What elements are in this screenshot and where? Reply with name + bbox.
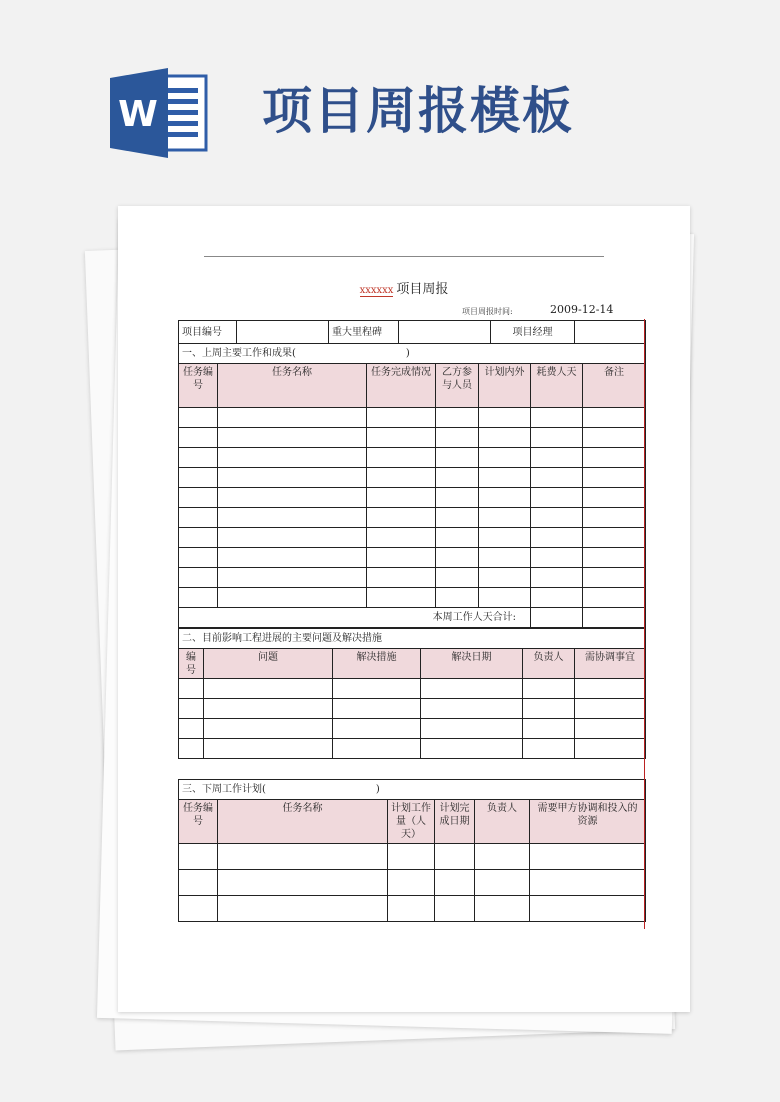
table-row[interactable] [179, 699, 646, 719]
col-coordination: 需协调事宜 [575, 649, 646, 679]
document-page [118, 206, 690, 1012]
col-planned-workload: 计划工作量（人天） [388, 800, 435, 844]
page-margin-line [644, 319, 645, 929]
table-row[interactable] [179, 548, 646, 568]
col-task-name: 任务名称 [218, 364, 367, 408]
col-solution: 解决措施 [333, 649, 421, 679]
col-owner: 负责人 [523, 649, 575, 679]
date-label: 项目周报时间: [462, 307, 513, 316]
section2-heading: 二、目前影响工程进展的主要问题及解决措施 [179, 629, 646, 649]
word-icon [110, 68, 210, 158]
table-row[interactable] [179, 448, 646, 468]
milestone-label: 重大里程碑 [329, 321, 399, 344]
header-rule [204, 256, 604, 257]
project-no-label: 项目编号 [179, 321, 237, 344]
section2-table [178, 628, 646, 759]
col-task-status: 任务完成情况 [367, 364, 436, 408]
total-man-days-label: 本周工作人天合计: [179, 608, 531, 628]
manager-value[interactable] [575, 321, 646, 344]
table-row[interactable] [179, 719, 646, 739]
col-resources: 需要甲方协调和投入的资源 [530, 800, 646, 844]
col-next-task-name: 任务名称 [218, 800, 388, 844]
col-man-days: 耗费人天 [531, 364, 583, 408]
date-value: 2009-12-14 [550, 303, 614, 316]
table-row[interactable] [179, 508, 646, 528]
milestone-value[interactable] [399, 321, 491, 344]
col-resolve-date: 解决日期 [421, 649, 523, 679]
title-placeholder: xxxxxx [359, 285, 394, 296]
total-man-days-value[interactable] [531, 608, 583, 628]
col-planned: 计划内外 [479, 364, 531, 408]
table-row[interactable] [179, 739, 646, 759]
manager-label: 项目经理 [491, 321, 575, 344]
table-row[interactable] [179, 870, 646, 896]
table-row[interactable] [179, 408, 646, 428]
col-issue: 问题 [204, 649, 333, 679]
project-no-value[interactable] [237, 321, 329, 344]
table-row[interactable] [179, 588, 646, 608]
table-row[interactable] [179, 844, 646, 870]
col-task-no: 任务编号 [179, 364, 218, 408]
col-next-owner: 负责人 [475, 800, 530, 844]
section3-table [178, 779, 646, 922]
section3-heading: 三、下周工作计划( ) [179, 780, 646, 800]
table-row[interactable] [179, 896, 646, 922]
table-row[interactable] [179, 679, 646, 699]
col-planned-finish: 计划完成日期 [435, 800, 475, 844]
table-row[interactable] [179, 528, 646, 548]
table-row[interactable] [179, 568, 646, 588]
col-participants: 乙方参与人员 [436, 364, 479, 408]
table-row[interactable] [179, 428, 646, 448]
col-remarks: 备注 [583, 364, 646, 408]
col-next-task-no: 任务编号 [179, 800, 218, 844]
title-text: 项目周报 [396, 282, 449, 297]
banner-title: 项目周报模板 [262, 82, 574, 140]
section1-table [178, 343, 646, 628]
section1-heading: 一、上周主要工作和成果( ) [179, 344, 646, 364]
table-row[interactable] [179, 488, 646, 508]
info-table [178, 320, 646, 344]
table-row[interactable] [179, 468, 646, 488]
col-issue-no: 编号 [179, 649, 204, 679]
svg-text:W: W [118, 94, 158, 135]
document-title [118, 278, 690, 297]
